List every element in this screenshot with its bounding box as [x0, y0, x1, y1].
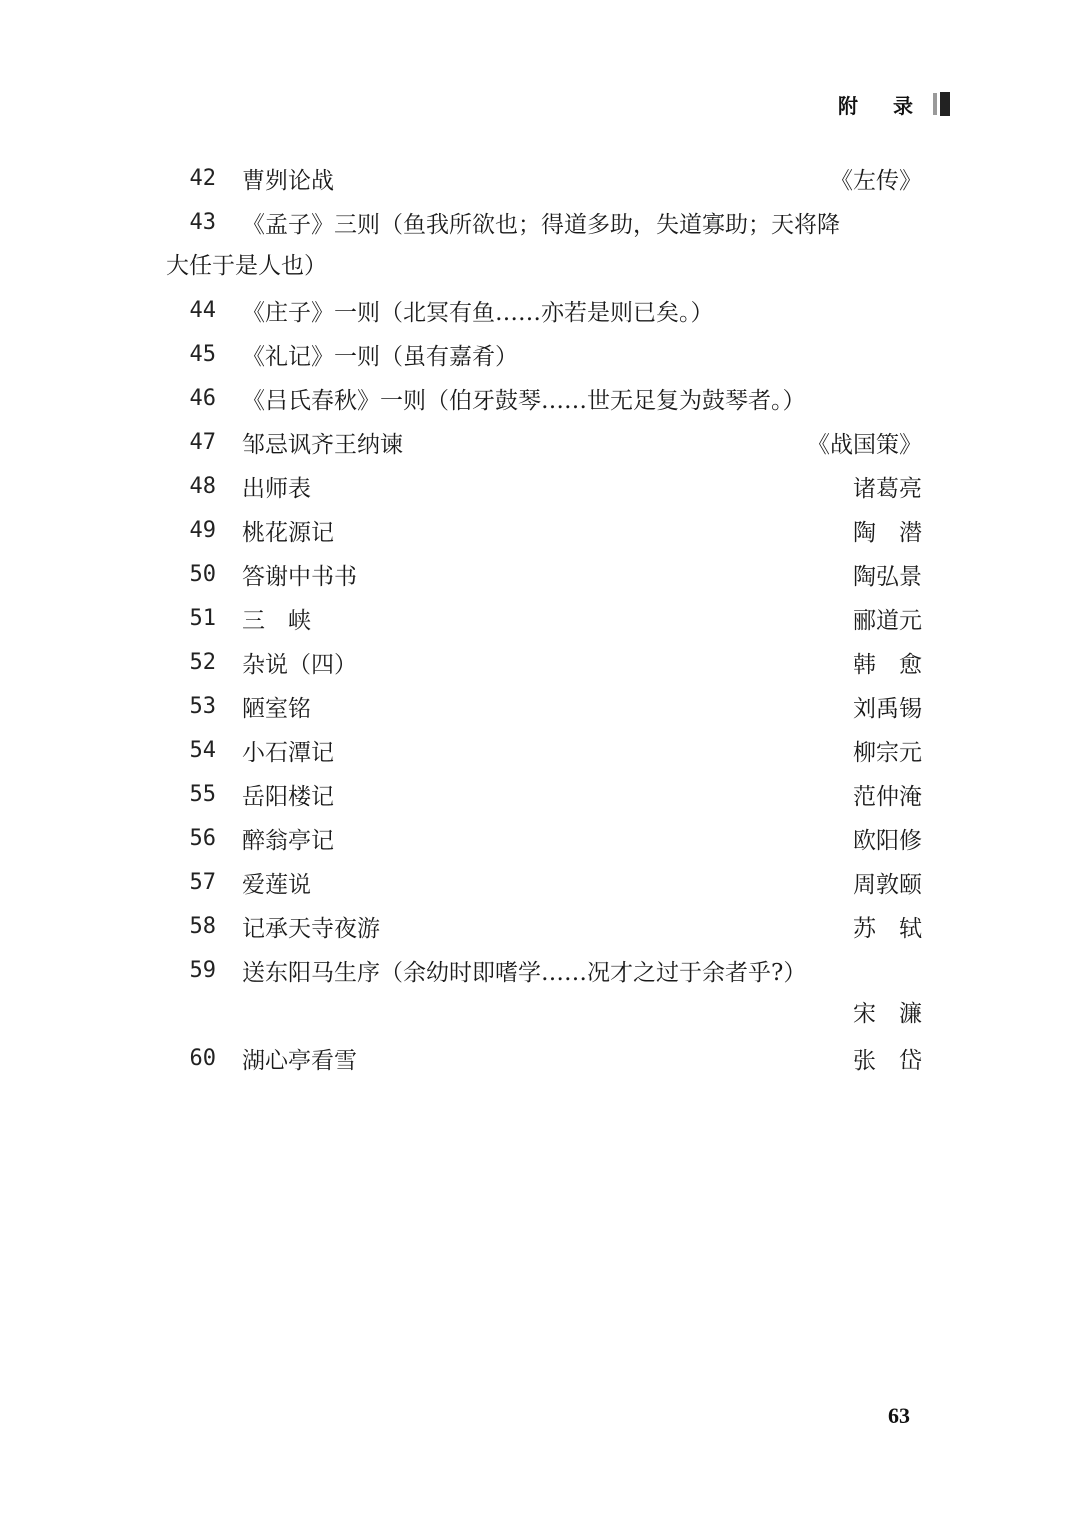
- entry-number: 54: [189, 737, 216, 763]
- entry-author: 《左传》: [830, 167, 922, 194]
- entry-title: 出师表: [242, 475, 311, 502]
- list-item: [166, 772, 922, 816]
- list-item: [166, 200, 922, 244]
- entry-number: 59: [189, 957, 216, 983]
- entry-number: 55: [189, 781, 216, 807]
- entry-number: 42: [189, 165, 216, 191]
- entry-number: 49: [189, 517, 216, 543]
- entry-number: 53: [189, 693, 216, 719]
- list-item: [166, 420, 922, 464]
- list-item: [166, 332, 922, 376]
- entry-title: 《礼记》一则（虽有嘉肴）: [242, 343, 518, 370]
- entry-title: 醉翁亭记: [242, 827, 334, 854]
- appendix-list: [166, 156, 922, 1080]
- running-head-bars: [933, 92, 950, 116]
- entry-title: 杂说（四）: [242, 651, 357, 678]
- entry-author: 郦道元: [853, 607, 922, 634]
- running-head-thin-bar: [933, 93, 937, 115]
- entry-title: 岳阳楼记: [242, 783, 334, 810]
- entry-author: 《战国策》: [807, 431, 922, 458]
- entry-number: 52: [189, 649, 216, 675]
- entry-title: 三 峡: [242, 607, 311, 634]
- entry-number: 44: [189, 297, 216, 323]
- entry-number: 51: [189, 605, 216, 631]
- entry-number: 50: [189, 561, 216, 587]
- entry-title: 爱莲说: [242, 871, 311, 898]
- list-item: [166, 464, 922, 508]
- entry-author: 宋 濂: [853, 1001, 922, 1027]
- running-head-text: 附 录: [838, 93, 927, 118]
- entry-author: 周敦颐: [853, 871, 922, 898]
- entry-title: 《吕氏春秋》一则（伯牙鼓琴……世无足复为鼓琴者。）: [242, 387, 806, 414]
- entry-title: 小石潭记: [242, 739, 334, 766]
- list-item: [166, 156, 922, 200]
- list-item: [166, 552, 922, 596]
- list-item: [166, 816, 922, 860]
- running-head-thick-bar: [940, 92, 950, 116]
- entry-title: 送东阳马生序（余幼时即嗜学……况才之过于余者乎?）: [242, 959, 807, 986]
- entry-author: 柳宗元: [853, 739, 922, 766]
- list-item: [166, 288, 922, 332]
- list-item: [166, 684, 922, 728]
- entry-author: 苏 轼: [853, 915, 922, 942]
- list-item: [166, 904, 922, 948]
- entry-number: 57: [189, 869, 216, 895]
- entry-title: 邹忌讽齐王纳谏: [242, 431, 403, 458]
- entry-author: 诸葛亮: [853, 475, 922, 502]
- entry-author: 欧阳修: [853, 827, 922, 854]
- entry-title: 《庄子》一则（北冥有鱼……亦若是则已矣。）: [242, 299, 714, 326]
- entry-title-continuation: 大任于是人也）: [166, 253, 327, 279]
- entry-author: 陶 潜: [853, 519, 922, 546]
- entry-number: 60: [189, 1045, 216, 1071]
- list-item: [166, 1036, 922, 1080]
- entry-title: 陋室铭: [242, 695, 311, 722]
- entry-number: 46: [189, 385, 216, 411]
- page-number: 63: [888, 1403, 910, 1428]
- entry-number: 56: [189, 825, 216, 851]
- list-item: [166, 860, 922, 904]
- list-item: [166, 376, 922, 420]
- list-item: [166, 508, 922, 552]
- entry-title: 湖心亭看雪: [242, 1047, 357, 1074]
- entry-number: 45: [189, 341, 216, 367]
- entry-title: 《孟子》三则（鱼我所欲也；得道多助，失道寡助；天将降: [242, 211, 840, 238]
- list-item: [166, 948, 922, 992]
- entry-title: 桃花源记: [242, 519, 334, 546]
- list-item: [166, 596, 922, 640]
- entry-author: 范仲淹: [853, 783, 922, 810]
- entry-number: 43: [189, 209, 216, 235]
- list-item: [166, 728, 922, 772]
- entry-author: 刘禹锡: [853, 695, 922, 722]
- entry-author: 张 岱: [853, 1047, 922, 1074]
- entry-title: 曹刿论战: [242, 167, 334, 194]
- list-item: [166, 640, 922, 684]
- running-head: [838, 88, 950, 120]
- entry-author: 韩 愈: [853, 651, 922, 678]
- entry-number: 58: [189, 913, 216, 939]
- entry-number: 47: [189, 429, 216, 455]
- entry-number: 48: [189, 473, 216, 499]
- entry-title: 答谢中书书: [242, 563, 357, 590]
- entry-title: 记承天寺夜游: [242, 915, 380, 942]
- entry-author: 陶弘景: [853, 563, 922, 590]
